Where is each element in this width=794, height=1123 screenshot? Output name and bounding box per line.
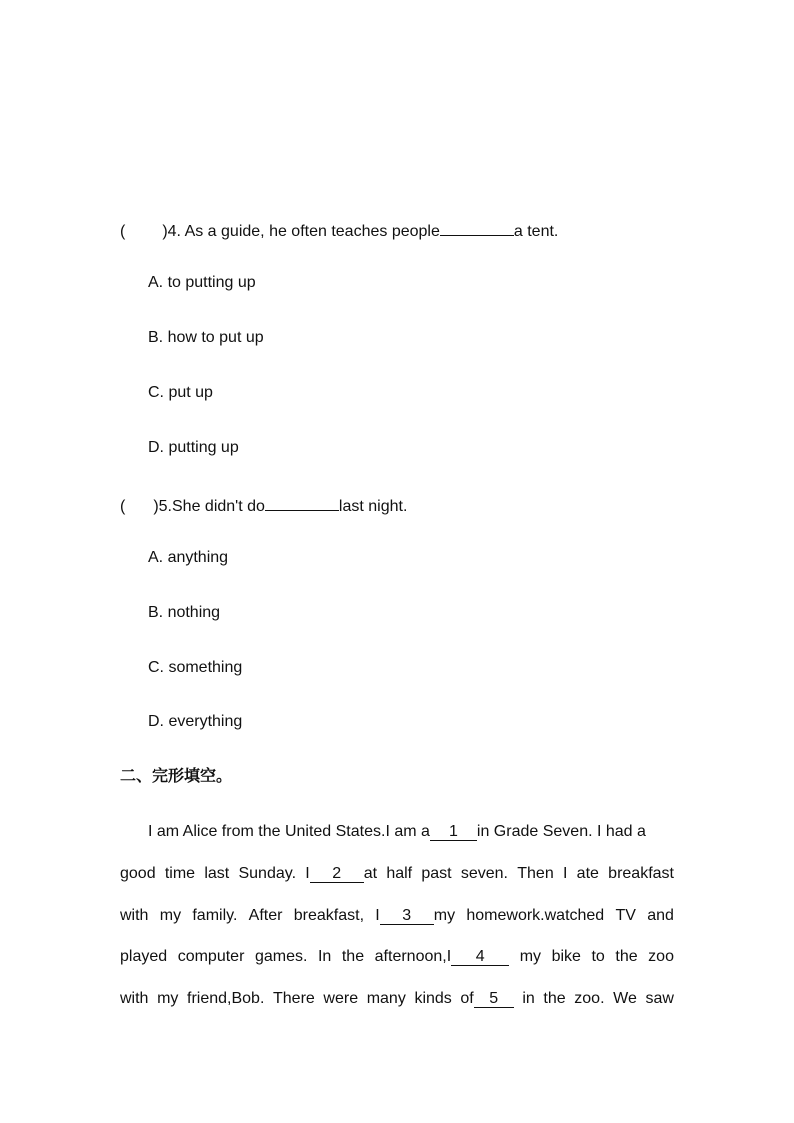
cloze-blank-3[interactable]: 3 [380,907,434,925]
cloze-blank-1[interactable]: 1 [430,823,477,841]
option-4a: A. to putting up [148,274,256,291]
passage-line-1: I am Alice from the United States.I am a 1 in Grade Seven. I had a [148,823,646,840]
cloze-blank-4[interactable]: 4 [451,948,509,966]
question-5-stem-end: last night. [338,498,408,515]
question-4-stem-end: a tent. [513,223,559,240]
option-4d: D. putting up [148,439,239,456]
option-5c: C. something [148,659,243,676]
passage-line-5: with my friend,Bob. There were many kinds of 5 in the zoo. We saw [120,990,674,1007]
question-4-stem: 4. As a guide, he often teaches people [167,223,440,240]
passage-line-3: with my family. After breakfast, I 3 my homework.watched TV and [120,907,674,924]
question-4 [120,218,558,242]
option-5a: A. anything [148,549,229,566]
answer-paren-close: ) [162,223,168,240]
answer-paren-open: ( [120,223,126,240]
option-4c: C. put up [148,384,213,401]
passage-line-2: good time last Sunday. I 2 at half past seven. Then I ate breakfast [120,865,674,882]
passage-line-4: played computer games. In the afternoon,I 4 my bike to the zoo [120,948,674,965]
answer-paren-open: ( [120,498,126,515]
cloze-blank-2[interactable]: 2 [310,865,364,883]
cloze-blank-5[interactable]: 5 [474,990,514,1008]
option-5d: D. everything [148,713,243,730]
option-4b: B. how to put up [148,329,264,346]
answer-paren-close: ) [153,498,159,515]
answer-blank[interactable] [265,493,339,511]
question-5-stem: 5.She didn't do [158,498,265,515]
question-5 [120,493,407,517]
section-title: 二、完形填空。 [120,766,233,785]
answer-blank[interactable] [440,218,514,236]
option-5b: B. nothing [148,604,221,621]
